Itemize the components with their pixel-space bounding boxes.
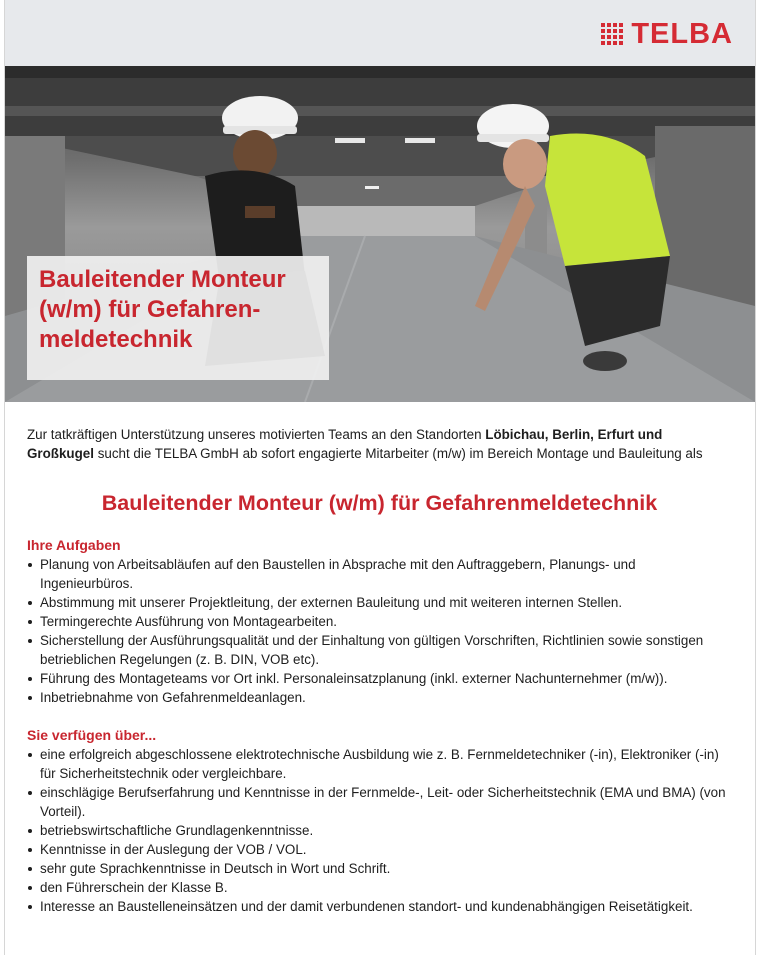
list-item: sehr gute Sprachkenntnisse in Deutsch in Wort und Schrift.: [27, 859, 732, 878]
list-item: Kenntnisse in der Auslegung der VOB / VOL.: [27, 840, 732, 859]
list-item: Inbetriebnahme von Gefahrenmeldeanlagen.: [27, 688, 732, 707]
hero-title: Bauleitender Monteur (w/m) für Gefahren- meldetechnik: [39, 266, 286, 353]
logo-text: TELBA: [631, 18, 733, 50]
list-item: Sicherstellung der Ausführungsqualität und der Einhaltung von gültigen Vorschriften, Richtlinien sowie sonstigen betrieblichen Regelungen (z. B. DIN, VOB etc).: [27, 631, 732, 669]
list-item: Führung des Montageteams vor Ort inkl. Personaleinsatzplanung (inkl. externer Nachunternehmer (m/w)).: [27, 669, 732, 688]
list-item: den Führerschein der Klasse B.: [27, 878, 732, 897]
intro-text-end: sucht die TELBA GmbH ab sofort engagierte Mitarbeiter (m/w) im Bereich Montage und Bauleitung als: [93, 446, 703, 461]
list-item: Interesse an Baustelleneinsätzen und der damit verbundenen standort- und kundenabhängigen Reisetätigkeit.: [27, 897, 732, 916]
list-item: Termingerechte Ausführung von Montagearbeiten.: [27, 612, 732, 631]
list-item: betriebswirtschaftliche Grundlagenkenntnisse.: [27, 821, 732, 840]
list-item: Planung von Arbeitsabläufen auf den Baustellen in Absprache mit den Auftraggebern, Planungs- und Ingenieurbüros.: [27, 555, 732, 593]
requirements-list: [27, 745, 732, 916]
job-title-heading: Bauleitender Monteur (w/m) für Gefahrenmeldetechnik: [101, 491, 658, 515]
requirements-heading: Sie verfügen über...: [27, 727, 157, 743]
tasks-heading: Ihre Aufgaben: [27, 537, 121, 553]
tasks-list: [27, 555, 732, 707]
list-item: Abstimmung mit unserer Projektleitung, der externen Bauleitung und mit weiteren internen Stellen.: [27, 593, 732, 612]
hero-image: [5, 66, 755, 402]
telba-logo[interactable]: [601, 18, 733, 50]
intro-paragraph: [27, 425, 732, 463]
logo-grid-icon: [601, 23, 623, 45]
content-area: [27, 425, 732, 916]
list-item: eine erfolgreich abgeschlossene elektrotechnische Ausbildung wie z. B. Fernmeldetechniker (-in), Elektroniker (-in) für Sicherheitstechnik oder vergleichbare.: [27, 745, 732, 783]
intro-text-start: Zur tatkräftigen Unterstützung unseres motivierten Teams an den Standorten: [27, 427, 486, 442]
hero-title-box: [27, 256, 329, 380]
header-bar: [5, 0, 755, 66]
list-item: einschlägige Berufserfahrung und Kenntnisse in der Fernmelde-, Leit- oder Sicherheitstechnik (EMA und BMA) (von Vorteil).: [27, 783, 732, 821]
intro-locations: Löbichau, Berlin, Erfurt und Großkugel: [27, 427, 663, 461]
